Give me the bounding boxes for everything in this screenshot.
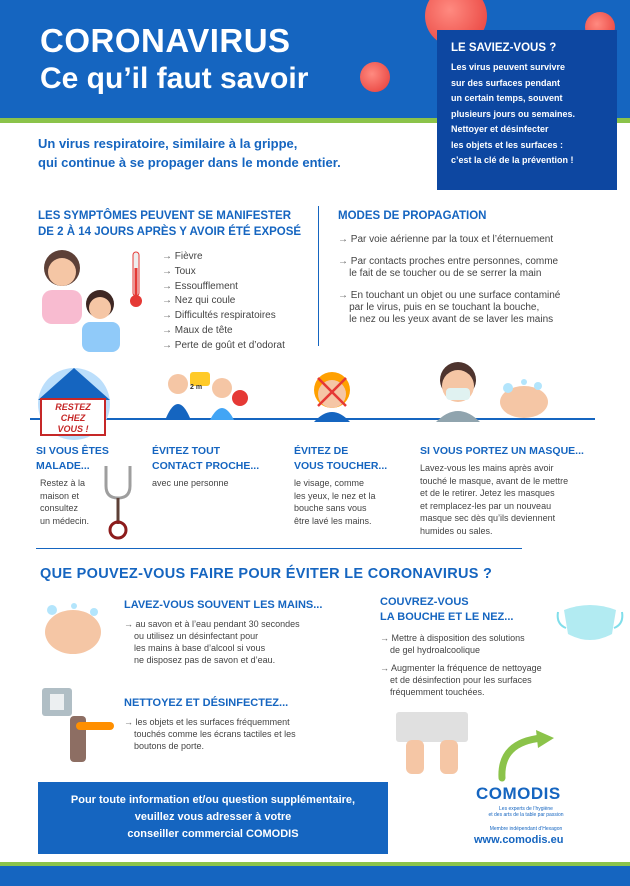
- wash-hands-title: LAVEZ-VOUS SOUVENT LES MAINS...: [124, 599, 323, 611]
- keyboard-hands-icon: [392, 710, 472, 780]
- list-item: → Perte de goût et d’odorat: [162, 339, 285, 354]
- list-item: → Toux: [162, 265, 285, 280]
- virus-icon: [360, 62, 390, 92]
- list-item: → Augmenter la fréquence de nettoyage et de désinfection pour les surfaces fréquemment touchées.: [380, 662, 600, 698]
- propagation-title: MODES DE PROPAGATION: [338, 210, 487, 222]
- list-item: → En touchant un objet ou une surface contaminé par le virus, puis en se touchant la bouche, le nez ou les yeux avant de se laver les mains: [338, 290, 608, 326]
- did-you-know-title: LE SAVIEZ-VOUS ?: [451, 42, 557, 54]
- did-you-know-box: [437, 30, 617, 190]
- list-item: → au savon et à l’eau pendant 30 secondes ou utilisez un désinfectant pour les mains à base d’alcool si vous ne disposez pas de savon et d’eau.: [124, 618, 354, 666]
- propagation-list: [338, 234, 608, 336]
- clean-list: [124, 716, 354, 758]
- logo-tagline: Les experts de l’hygiène et des arts de la table par passion: [488, 806, 564, 818]
- comodis-logo: COMODIS: [476, 784, 561, 803]
- page-title: CORONAVIRUS: [40, 22, 291, 59]
- did-you-know-text: Les virus peuvent survivre sur des surfaces pendant un certain temps, souvent plusieurs jours ou semaines. Nettoyer et désinfecter les objets et les surfaces : c’est la clé de la prévention !: [451, 62, 576, 165]
- list-item: → les objets et les surfaces fréquemment touchés comme les écrans tactiles et les boutons de porte.: [124, 716, 354, 752]
- symptoms-list: [162, 250, 285, 354]
- cover-title: COUVREZ-VOUS LA BOUCHE ET LE NEZ...: [380, 596, 514, 623]
- sick-title: SI VOUS ÊTES MALADE...: [36, 445, 109, 472]
- stethoscope-icon: [100, 462, 142, 542]
- list-item: → Essoufflement: [162, 280, 285, 295]
- comodis-swoosh-icon: [496, 728, 556, 782]
- contact-text: avec une personne: [152, 478, 229, 488]
- section-divider: [36, 548, 522, 549]
- mask-title: SI VOUS PORTEZ UN MASQUE...: [420, 445, 584, 457]
- distance-label: 2 m: [190, 384, 203, 391]
- member-text: Membre indépendant d’Hexagon: [489, 826, 563, 832]
- thermometer-icon: [128, 250, 144, 310]
- intro-text: Un virus respiratoire, similaire à la grippe, qui continue à se propager dans le monde entier.: [38, 136, 341, 170]
- sick-people-illustration: [38, 244, 128, 354]
- contact-title: ÉVITEZ TOUT CONTACT PROCHE...: [152, 445, 260, 472]
- mask-text: Lavez-vous les mains après avoir touché le masque, avant de le mettre et de le retirer. Jetez les masques et remplacez-les par un nouveau masque sec dès qu’ils deviennent humides ou sales.: [420, 463, 569, 536]
- contact-info-box: Pour toute information et/ou question supplémentaire, veuillez vous adresser à votre conseiller commercial COMODIS: [38, 782, 388, 854]
- list-item: → Maux de tête: [162, 324, 285, 339]
- sick-text: Restez à la maison et consultez un médecin.: [40, 478, 90, 526]
- touch-text: le visage, comme les yeux, le nez et la bouche sans vous être lavé les mains.: [294, 478, 376, 526]
- vertical-divider: [318, 206, 319, 346]
- cover-list: [380, 632, 600, 704]
- list-item: → Difficultés respiratoires: [162, 309, 285, 324]
- washing-hands-icon: [40, 600, 106, 658]
- symptoms-title: LES SYMPTÔMES PEUVENT SE MANIFESTER DE 2 À 14 JOURS APRÈS Y AVOIR ÉTÉ EXPOSÉ: [38, 210, 302, 238]
- list-item: → Nez qui coule: [162, 294, 285, 309]
- wash-hands-list: [124, 618, 354, 672]
- touch-face-illustration: [296, 366, 366, 422]
- prevention-title: QUE POUVEZ-VOUS FAIRE POUR ÉVITER LE CORONAVIRUS ?: [40, 566, 493, 582]
- website-link[interactable]: www.comodis.eu: [474, 834, 564, 846]
- washing-hands-icon: [494, 376, 554, 422]
- page-subtitle: Ce qu’il faut savoir: [40, 62, 309, 95]
- mask-person-illustration: [424, 360, 494, 422]
- door-handle-icon: [40, 686, 116, 766]
- list-item: → Mettre à disposition des solutions de gel hydroalcoolique: [380, 632, 600, 656]
- list-item: → Fièvre: [162, 250, 285, 265]
- list-item: → Par contacts proches entre personnes, comme le fait de se toucher ou de se serrer la main: [338, 256, 608, 280]
- list-item: → Par voie aérienne par la toux et l’éternuement: [338, 234, 608, 246]
- stay-home-sign: RESTEZ CHEZ VOUS !: [40, 398, 106, 436]
- footer-band: [0, 866, 630, 886]
- clean-title: NETTOYEZ ET DÉSINFECTEZ...: [124, 697, 289, 709]
- distance-people-illustration: [160, 368, 250, 420]
- touch-title: ÉVITEZ DE VOUS TOUCHER...: [294, 445, 388, 472]
